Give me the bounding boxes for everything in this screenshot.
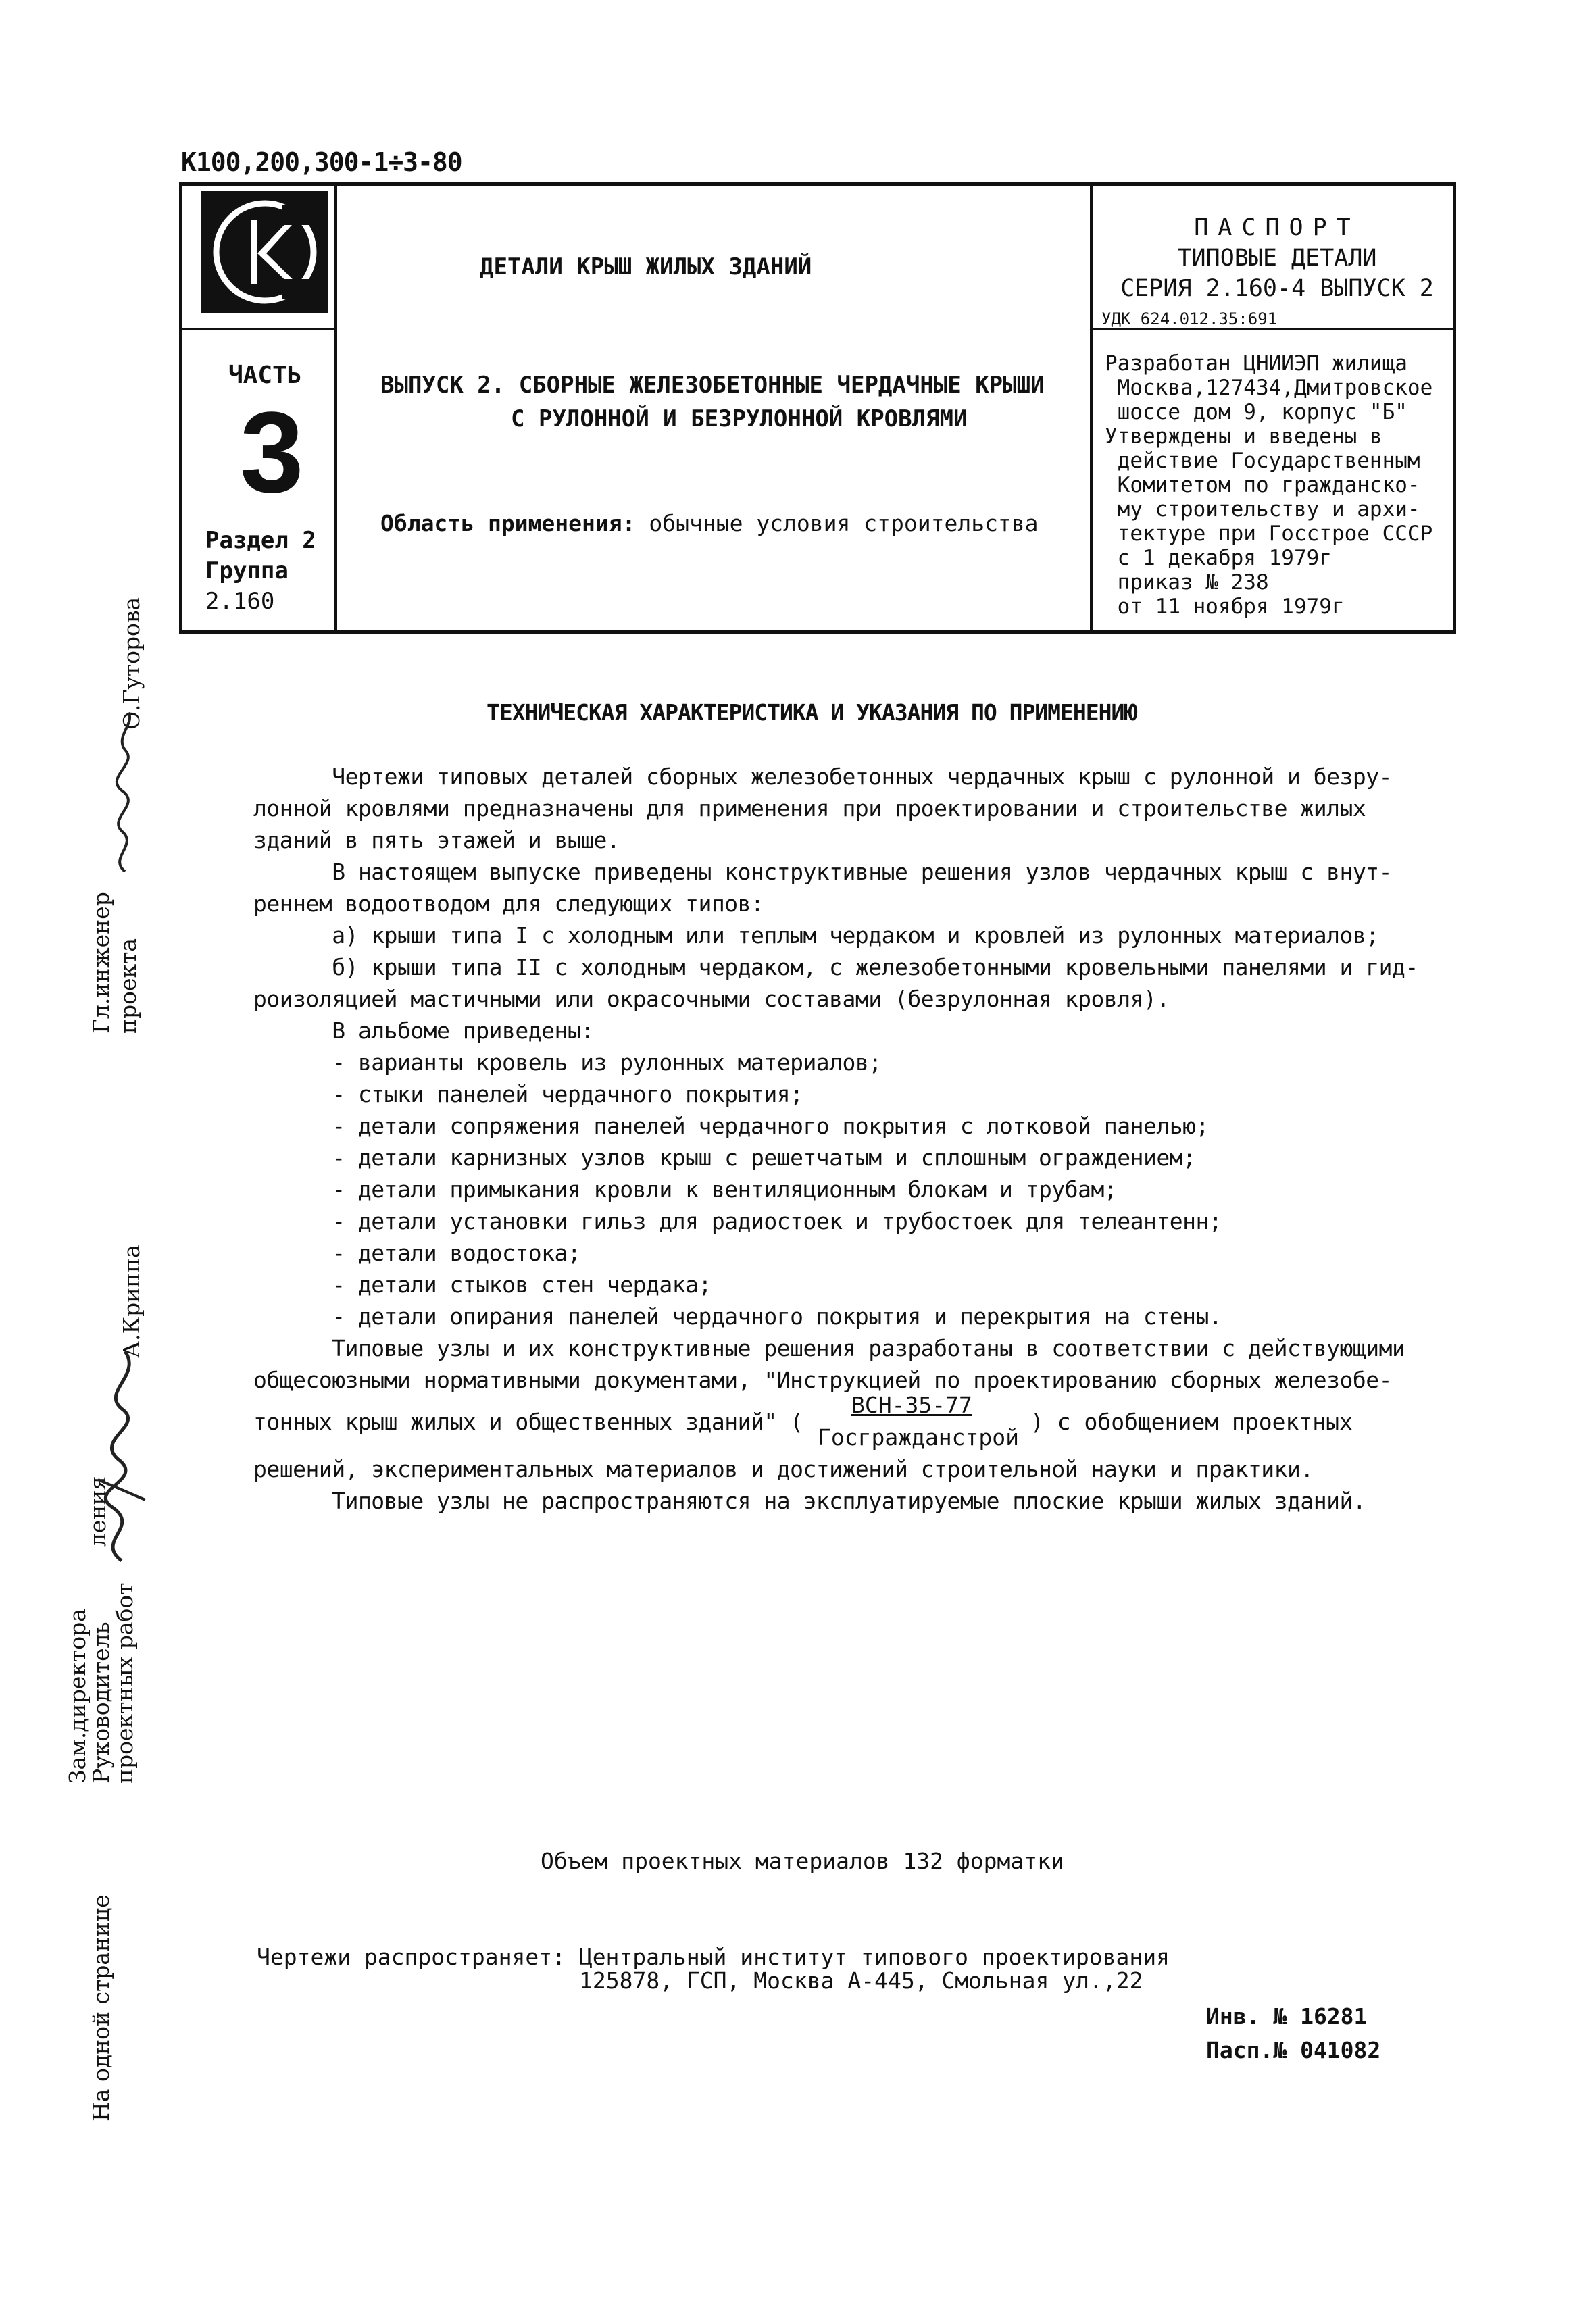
developer-line: с 1 декабря 1979г <box>1105 546 1332 570</box>
head-title: Руководитель <box>88 1621 114 1784</box>
part-number: 3 <box>240 388 304 517</box>
body-line: В альбоме приведены: <box>253 1017 594 1044</box>
list-item: - детали стыков стен чердака; <box>253 1272 712 1298</box>
passport-header-table <box>179 182 1456 634</box>
body-line: общесоюзными нормативными документами, "Инструкцией по проектированию сборных железобе- <box>253 1367 1392 1393</box>
developer-line: тектуре при Госстрое СССР <box>1105 522 1433 546</box>
issue-title-line2: С РУЛОННОЙ И БЕЗРУЛОННОЙ КРОВЛЯМИ <box>511 405 968 432</box>
passport-number: Пасп.№ 041082 <box>1206 2037 1381 2063</box>
part-label: ЧАСТЬ <box>228 361 302 389</box>
body-line: лонной кровлями предназначены для применения при проектировании и строительстве жилых <box>253 795 1366 822</box>
chief-engineer-title: Гл.инженер <box>88 892 114 1034</box>
body-line: роизоляцией мастичными или окрасочными составами (безрулонная кровля). <box>253 986 1170 1012</box>
formula-numerator: ВСН-35-77 <box>851 1392 972 1418</box>
list-item: - детали примыкания кровли к вентиляционным блокам и трубам; <box>253 1176 1118 1203</box>
formula-denominator: Госгражданстрой <box>818 1424 1020 1451</box>
distributor-line2: 125878, ГСП, Москва А-445, Смольная ул.,22 <box>579 1967 1143 1994</box>
developer-info <box>1105 351 1456 619</box>
body-line: Чертежи типовых деталей сборных железобетонных чердачных крыш с рулонной и безру- <box>253 763 1392 790</box>
body-line: реннем водоотводом для следующих типов: <box>253 890 764 917</box>
developer-line: Москва,127434,Дмитровское <box>1105 376 1433 400</box>
list-item: - детали опирания панелей чердачного покрытия и перекрытия на стены. <box>253 1303 1222 1330</box>
deputy-director-title: Зам.директора <box>64 1609 91 1784</box>
list-item: - детали карнизных узлов крыш с решетчатым и сплошным ограждением; <box>253 1145 1196 1171</box>
issue-title-line1: ВЫПУСК 2. СБОРНЫЕ ЖЕЛЕЗОБЕТОННЫЕ ЧЕРДАЧНЫЕ КРЫШИ <box>380 372 1045 399</box>
signature-gutorova-icon <box>101 709 149 878</box>
developer-line: Разработан ЦНИИЭП жилища <box>1105 351 1407 376</box>
group-label: Группа <box>205 557 289 584</box>
section-heading: ТЕХНИЧЕСКАЯ ХАРАКТЕРИСТИКА И УКАЗАНИЯ ПО ПРИМЕНЕНИЮ <box>487 699 1137 726</box>
body-line: Типовые узлы и их конструктивные решения разработаны в соответствии с действующими <box>253 1335 1405 1361</box>
logo-ck-icon <box>201 191 328 313</box>
developer-line: действие Государственным <box>1105 449 1420 473</box>
materials-volume: Объем проектных материалов 132 форматки <box>541 1848 1064 1874</box>
passport-udk: УДК 624.012.35:691 <box>1101 309 1278 328</box>
list-item: - варианты кровель из рулонных материалов; <box>253 1049 882 1076</box>
body-line: В настоящем выпуске приведены конструктивные решения узлов чердачных крыш с внут- <box>253 859 1392 885</box>
developer-line: му строительству и архи- <box>1105 497 1420 522</box>
section-label: Раздел 2 <box>205 527 316 554</box>
formula-line-right: ) с обобщением проектных <box>1030 1409 1353 1435</box>
developer-line: от 11 ноября 1979г <box>1105 595 1345 619</box>
management-fragment: ления <box>84 1476 111 1547</box>
inventory-number: Инв. № 16281 <box>1206 2003 1368 2030</box>
passport-block <box>1101 213 1453 334</box>
developer-line: приказ № 238 <box>1105 570 1269 595</box>
developer-line: шоссе дом 9, корпус "Б" <box>1105 400 1407 424</box>
distributor-line1: Чертежи распространяет: Центральный институт типового проектирования <box>257 1944 1170 1970</box>
developer-line: Комитетом по гражданско- <box>1105 473 1420 497</box>
passport-subtitle: ТИПОВЫЕ ДЕТАЛИ <box>1177 245 1377 272</box>
application-scope <box>380 510 1039 536</box>
body-line: б) крыши типа II с холодным чердаком, с железобетонными кровельными панелями и гид- <box>253 954 1418 980</box>
body-line: решений, экспериментальных материалов и достижений строительной науки и практики. <box>253 1456 1314 1482</box>
list-item: - стыки панелей чердачного покрытия; <box>253 1081 803 1107</box>
chief-engineer-name: О.Гуторова <box>118 597 145 730</box>
passport-series: СЕРИЯ 2.160-4 ВЫПУСК 2 <box>1120 275 1434 302</box>
body-line: Типовые узлы не распространяются на эксплуатируемые плоские крыши жилых зданий. <box>253 1488 1366 1514</box>
body-line: а) крыши типа I с холодным или теплым чердаком и кровлей из рулонных материалов; <box>253 922 1379 949</box>
group-number: 2.160 <box>205 588 275 615</box>
formula-line-left: тонных крыш жилых и общественных зданий" ( <box>253 1409 803 1435</box>
list-item: - детали сопряжения панелей чердачного покрытия с лотковой панелью; <box>253 1113 1209 1139</box>
series-title: ДЕТАЛИ КРЫШ ЖИЛЫХ ЗДАНИЙ <box>480 253 812 280</box>
chief-engineer-title-2: проекта <box>115 938 141 1034</box>
list-item: - детали водостока; <box>253 1240 581 1266</box>
developer-line: Утверждены и введены в <box>1105 424 1382 449</box>
passport-title: ПАСПОРТ <box>1194 214 1360 241</box>
body-line: зданий в пять этажей и выше. <box>253 827 620 853</box>
one-page-note: На одной странице <box>88 1894 114 2121</box>
head-title-2: проектных работ <box>111 1582 138 1784</box>
scope-label: Область применения: <box>380 510 636 536</box>
signature-krippa-icon <box>81 1344 155 1567</box>
scope-value: обычные условия строительства <box>649 510 1039 536</box>
deputy-director-name: А.Криппа <box>118 1244 145 1358</box>
document-code: К100,200,300-1÷3-80 <box>181 147 462 177</box>
list-item: - детали установки гильз для радиостоек и трубостоек для телеантенн; <box>253 1208 1222 1234</box>
issue-title <box>380 368 1045 436</box>
